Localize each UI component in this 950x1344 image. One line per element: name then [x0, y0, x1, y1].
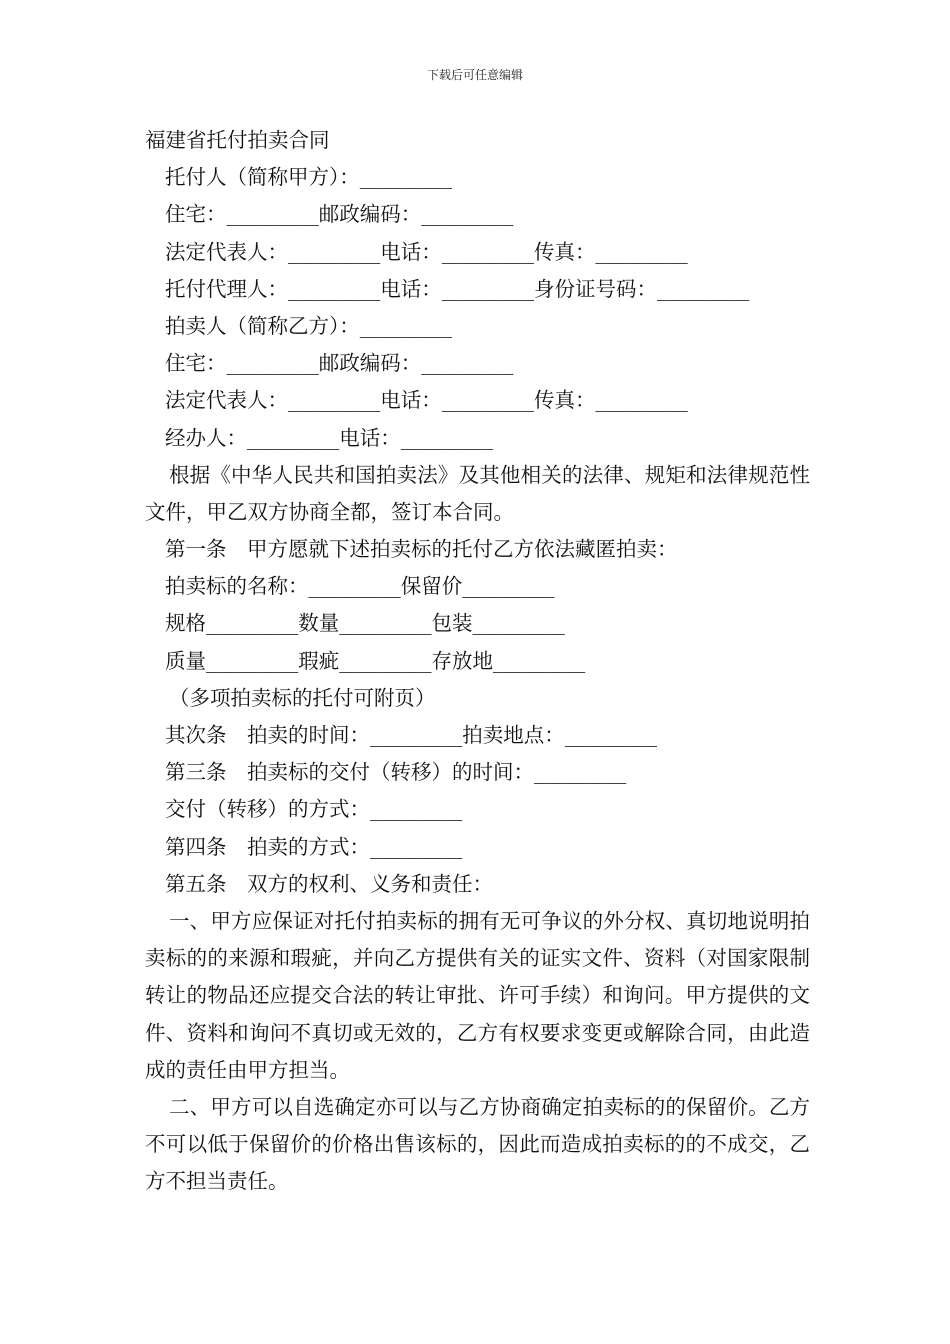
contract-title: 福建省托付拍卖合同	[145, 128, 330, 152]
clause-one-paragraph: 一、甲方应保证对托付拍卖标的拥有无可争议的外分权、真切地说明拍卖标的的来源和瑕疵，并向乙方提供有关的证实文件、资料（对国家限制转让的物品还应提交合法的转让审批、许可手续）和询问。甲方提供的文件、资料和询问不真切或无效的，乙方有权要求变更或解除合同，由此造成的责任由甲方担当。	[145, 908, 810, 1082]
contract-body	[145, 122, 810, 1201]
article-5-line: 第五条 双方的权利、义务和责任：	[165, 871, 493, 896]
page-header: 下载后可任意编辑	[426, 68, 523, 82]
party-b-representative-line: 法定代表人：_________电话：_________传真：_________	[165, 388, 688, 413]
article-3-line: 第三条 拍卖标的交付（转移）的时间：_________	[165, 760, 627, 785]
clause-two-paragraph: 二、甲方可以自选确定亦可以与乙方协商确定拍卖标的的保留价。乙方不可以低于保留价的价格出售该标的，因此而造成拍卖标的的不成交，乙方不担当责任。	[145, 1094, 810, 1194]
item-name-line: 拍卖标的名称：_________保留价_________	[165, 574, 555, 599]
article-4-line: 第四条 拍卖的方式：_________	[165, 834, 463, 859]
party-b-handler-line: 经办人：_________电话：_________	[165, 425, 493, 450]
attachment-note-line: （多项拍卖标的托付可附页）	[169, 685, 436, 710]
item-spec-line: 规格_________数量_________包装_________	[165, 611, 565, 636]
party-a-representative-line: 法定代表人：_________电话：_________传真：_________	[165, 239, 688, 264]
item-quality-line: 质量_________瑕疵_________存放地_________	[165, 648, 586, 673]
basis-paragraph: 根据《中华人民共和国拍卖法》及其他相关的法律、规矩和法律规范性文件，甲乙双方协商全都，签订本合同。	[145, 462, 810, 524]
article-1-line: 第一条 甲方愿就下述拍卖标的托付乙方依法藏匿拍卖：	[165, 537, 678, 562]
party-a-line: 托付人（简称甲方）：_________	[165, 165, 452, 190]
delivery-method-line: 交付（转移）的方式：_________	[165, 797, 463, 822]
party-a-address-line: 住宅：_________邮政编码：_________	[165, 202, 514, 227]
party-b-line: 拍卖人（简称乙方）：_________	[165, 313, 452, 338]
party-a-agent-line: 托付代理人：_________电话：_________身份证号码：_________	[165, 276, 750, 301]
article-2-line: 其次条 拍卖的时间：_________拍卖地点：_________	[165, 723, 657, 748]
party-b-address-line: 住宅：_________邮政编码：_________	[165, 351, 514, 376]
